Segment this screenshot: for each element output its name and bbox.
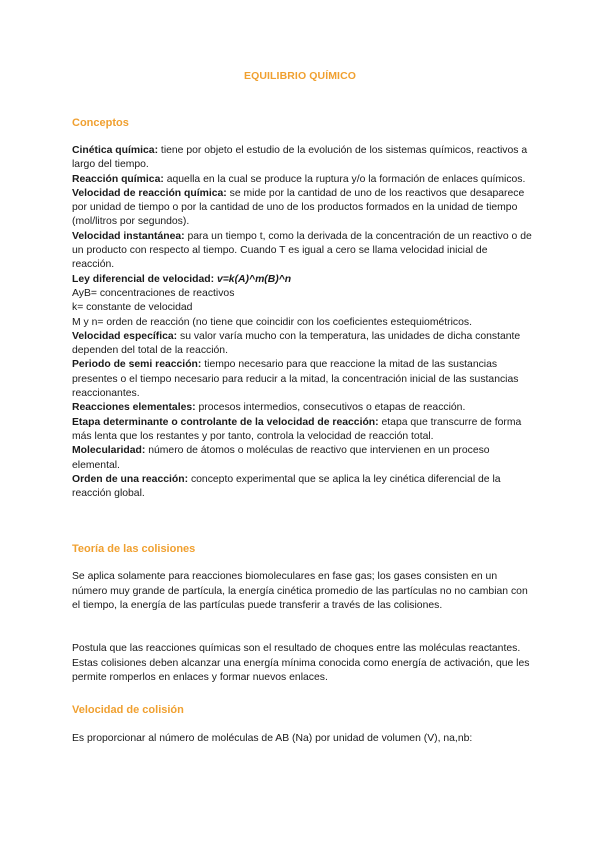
concept-text: se mide por la cantidad de uno de los reactivos que desaparece por unidad de tiempo o por la cantidad de uno de los productos formados en la unidad de tiempo (mol/litros por segundos). [72, 187, 525, 228]
concept-label: Reacción química: [72, 173, 164, 185]
section-heading-conceptos: Conceptos [72, 117, 129, 129]
paragraph-text: Se aplica solamente para reacciones biomoleculares en fase gas; los gases consisten en un número muy grande de partícula, la energía cinética promedio de las partículas no no cambian con el tiempo, la energía de las partículas puede transferir a través de las colisiones. [72, 571, 528, 612]
colisiones-paragraph-1 [72, 570, 532, 614]
concept-label: Velocidad específica: [72, 330, 178, 342]
concept-text: etapa que transcurre de forma más lenta que los restantes y por tanto, controla la velocidad de reacción total. [72, 416, 522, 442]
ley-line: M y n= orden de reacción (no tiene que coincidir con los coeficientes estequiométricos. [72, 316, 472, 328]
concept-item [72, 473, 532, 502]
concept-text: aquella en la cual se produce la ruptura y/o la formación de enlaces químicos. [163, 173, 526, 185]
paragraph-text: Postula que las reacciones químicas son el resultado de choques entre las moléculas reactantes. Estas colisiones deben alcanzar una energía mínima conocida como energía de activación, que les permite romperlos en enlaces y formar nuevos enlaces. [72, 643, 530, 684]
velocidad-colision-paragraph [72, 732, 532, 747]
concept-text: número de átomos o moléculas de reactivo que intervienen en un proceso elemental. [72, 445, 490, 471]
concept-label: Cinética química: [72, 145, 159, 156]
concept-item [72, 416, 532, 445]
concept-text: tiene por objeto el estudio de la evolución de los sistemas químicos, reactivos a largo del tiempo. [72, 145, 528, 171]
concept-label: Velocidad de reacción química: [72, 187, 227, 199]
section-heading-colisiones: Teoría de las colisiones [72, 543, 196, 555]
ley-line: k= constante de velocidad [72, 302, 193, 314]
concept-item [72, 173, 532, 187]
concept-text: su valor varía mucho con la temperatura, las unidades de dicha constante dependen del total de la reacción. [72, 330, 521, 357]
concept-item [72, 330, 532, 359]
document-title: EQUILIBRIO QUÍMICO [243, 70, 357, 82]
ley-formula: v=k(A)^m(B)^n [214, 273, 292, 285]
concept-text: tiempo necesario para que reaccione la mitad de las sustancias presentes o el tiempo necesario para reducir a la mitad, la concentración inicial de las sustancias reaccionantes. [72, 359, 519, 400]
concept-item [72, 401, 532, 415]
concept-label: Etapa determinante o controlante de la velocidad de reacción: [72, 416, 379, 428]
paragraph-text: Es proporcionar al número de moléculas de AB (Na) por unidad de volumen (V), na,nb: [72, 733, 473, 744]
concept-item [72, 230, 532, 273]
concept-text: concepto experimental que se aplica la ley cinética diferencial de la reacción global. [72, 473, 501, 500]
concept-label: Periodo de semi reacción: [72, 359, 202, 371]
concept-item [72, 358, 532, 401]
concept-text: para un tiempo t, como la derivada de la concentración de un reactivo o de un producto con respecto al tiempo. Cuando T es igual a cero se llama velocidad inicial de reacción. [72, 230, 532, 271]
concept-item [72, 444, 532, 473]
concept-item [72, 187, 532, 230]
concept-label: Orden de una reacción: [72, 473, 189, 485]
concept-item [72, 144, 532, 173]
section-heading-velocidad-colision: Velocidad de colisión [72, 704, 184, 716]
ley-item [72, 273, 532, 287]
conceptos-list [72, 144, 532, 501]
ley-label: Ley diferencial de velocidad: [72, 273, 215, 285]
concept-label: Velocidad instantánea: [72, 230, 185, 242]
concept-label: Reacciones elementales: [72, 402, 196, 414]
colisiones-paragraph-2 [72, 642, 532, 686]
concept-text: procesos intermedios, consecutivos o etapas de reacción. [195, 402, 466, 414]
ley-line: AyB= concentraciones de reactivos [72, 287, 235, 299]
concept-label: Molecularidad: [72, 445, 146, 457]
